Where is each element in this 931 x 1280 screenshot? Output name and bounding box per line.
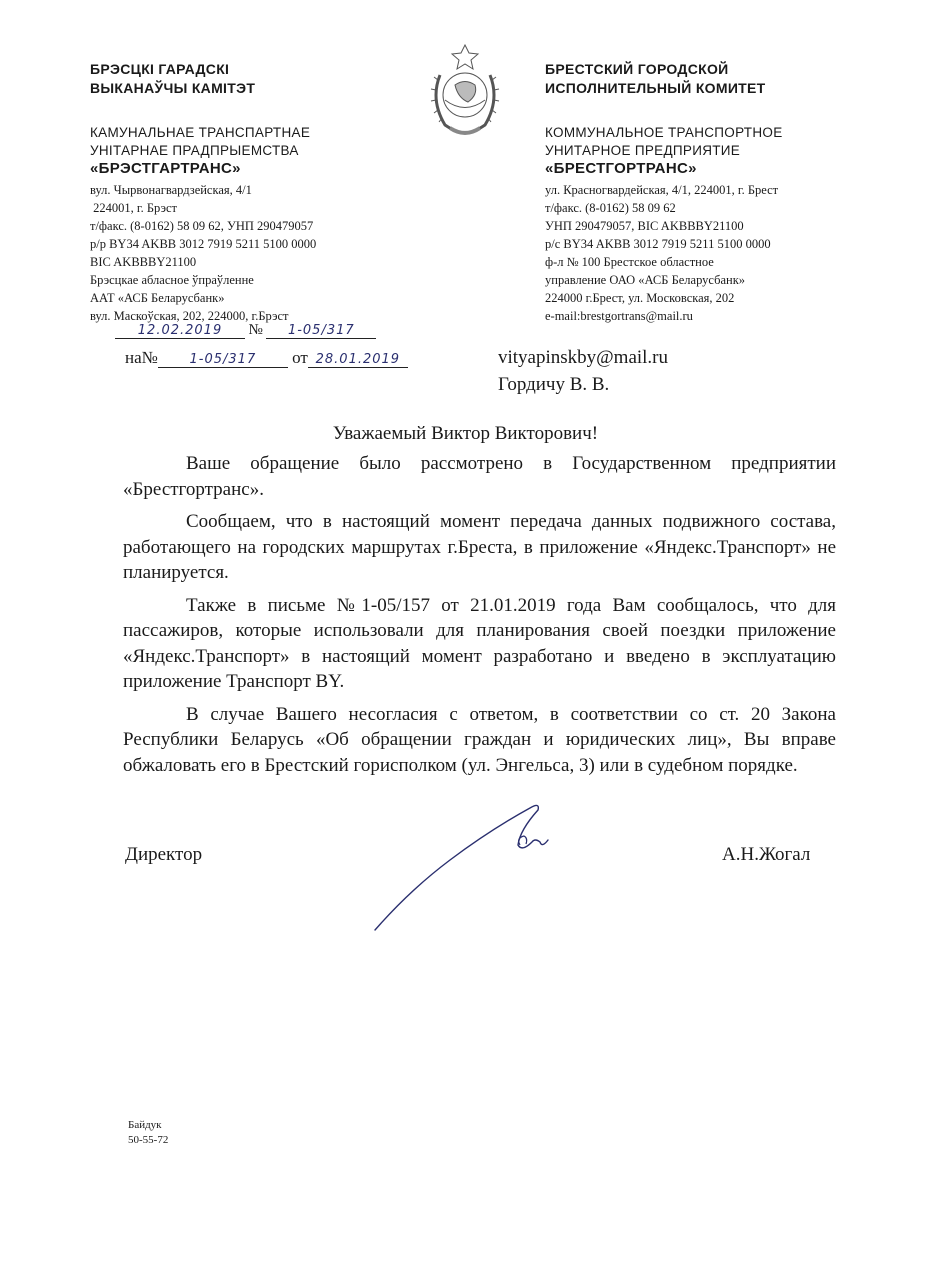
left-requisites — [90, 181, 390, 325]
reference-date: 28.01.2019 — [308, 352, 408, 368]
left-detail-line: т/факс. (8-0162) 58 09 62, УНП 290479057 — [90, 219, 314, 233]
left-detail-line: вул. Маскоўская, 202, 224000, г.Брэст — [90, 309, 289, 323]
left-detail-line: р/р BY34 AKBB 3012 7919 5211 5100 0000 — [90, 237, 317, 251]
addressee-name: Гордичу В. В. — [498, 374, 610, 395]
right-detail-line: р/с BY34 AKBB 3012 7919 5211 5100 0000 — [545, 237, 771, 251]
outgoing-date: 12.02.2019 — [115, 323, 245, 339]
right-detail-line: ул. Красногвардейская, 4/1, 224001, г. Брест — [545, 183, 779, 197]
left-detail-line: вул. Чырвонагвардзейская, 4/1 — [90, 183, 252, 197]
left-detail-line: ААТ «АСБ Беларусбанк» — [90, 291, 225, 305]
right-requisites — [545, 181, 845, 325]
reference-number: 1-05/317 — [158, 352, 288, 368]
letter-paragraph: Сообщаем, что в настоящий момент передача данных подвижного состава, работающего на городских маршрутах г.Бреста, в приложение «Яндекс.Транспорт» не планируется. — [123, 511, 836, 583]
addressee-email: vityapinskby@mail.ru — [498, 347, 669, 368]
letter-paragraph: Также в письме №1-05/157 от 21.01.2019 года Вам сообщалось, что для пассажиров, которые использовали для планирования своей поездки приложение «Яндекс.Транспорт» в настоящий момент разработано и введено в эксплуатацию приложение Транспорт BY. — [123, 594, 836, 692]
right-detail-line: УНП 290479057, BIC AKBBBY21100 — [545, 219, 744, 233]
reference-registration — [125, 348, 408, 368]
reference-from-label: от — [292, 348, 308, 367]
executor-phone: 50-55-72 — [128, 1134, 169, 1146]
right-detail-line: т/факс. (8-0162) 58 09 62 — [545, 201, 676, 215]
right-org-name: «БРЕСТГОРТРАНС» — [545, 160, 697, 177]
left-org-name: «БРЭСТГАРТРАНС» — [90, 160, 241, 177]
right-org-type-line-1: КОММУНАЛЬНОЕ ТРАНСПОРТНОЕ — [545, 125, 783, 140]
letter-body — [123, 451, 836, 785]
executor-block — [128, 1118, 168, 1148]
right-committee-line-1: БРЕСТСКИЙ ГОРОДСКОЙ — [545, 61, 729, 77]
right-organization — [545, 124, 783, 178]
right-committee-title — [545, 60, 766, 98]
left-organization — [90, 124, 310, 178]
left-committee-line-1: БРЭСЦКІ ГАРАДСКІ — [90, 61, 230, 77]
handwritten-signature — [370, 790, 570, 940]
outgoing-number-label: № — [248, 322, 263, 338]
letter-paragraph: В случае Вашего несогласия с ответом, в соответствии со ст. 20 Закона Республики Беларусь «Об обращении граждан и юридических лиц», Вы вправе обжаловать его в Брестский горисполком (ул. Энгельса, 3) или в судебном порядке. — [123, 703, 836, 776]
right-detail-line: 224000 г.Брест, ул. Московская, 202 — [545, 291, 735, 305]
right-detail-line: ф-л № 100 Брестское областное — [545, 255, 714, 269]
left-detail-line: BIC AKBBBY21100 — [90, 255, 197, 269]
outgoing-registration — [115, 322, 376, 339]
left-org-type-line-2: УНІТАРНАЕ ПРАДПРЫЕМСТВА — [90, 143, 299, 158]
right-committee-line-2: ИСПОЛНИТЕЛЬНЫЙ КОМИТЕТ — [545, 80, 766, 96]
belarus-coat-of-arms-icon — [420, 40, 510, 140]
right-detail-line: e-mail:brestgortrans@mail.ru — [545, 309, 693, 323]
left-detail-line: 224001, г. Брэст — [90, 201, 177, 215]
left-committee-title — [90, 60, 255, 98]
left-detail-line: Брэсцкае абласное ўпраўленне — [90, 273, 254, 287]
executor-name: Байдук — [128, 1119, 162, 1131]
reference-number-label: на№ — [125, 348, 158, 367]
letter-paragraph: Ваше обращение было рассмотрено в Государственном предприятии «Брестгортранс». — [123, 453, 836, 500]
signatory-name: А.Н.Жогал — [722, 844, 811, 865]
right-org-type-line-2: УНИТАРНОЕ ПРЕДПРИЯТИЕ — [545, 143, 741, 158]
left-org-type-line-1: КАМУНАЛЬНАЕ ТРАНСПАРТНАЕ — [90, 125, 311, 140]
left-committee-line-2: ВЫКАНАЎЧЫ КАМІТЭТ — [90, 80, 256, 96]
letter-greeting: Уважаемый Виктор Викторович! — [332, 423, 599, 444]
right-detail-line: управление ОАО «АСБ Беларусбанк» — [545, 273, 746, 287]
addressee-block — [498, 344, 668, 398]
outgoing-number: 1-05/317 — [266, 323, 376, 339]
signatory-title: Директор — [125, 844, 203, 865]
